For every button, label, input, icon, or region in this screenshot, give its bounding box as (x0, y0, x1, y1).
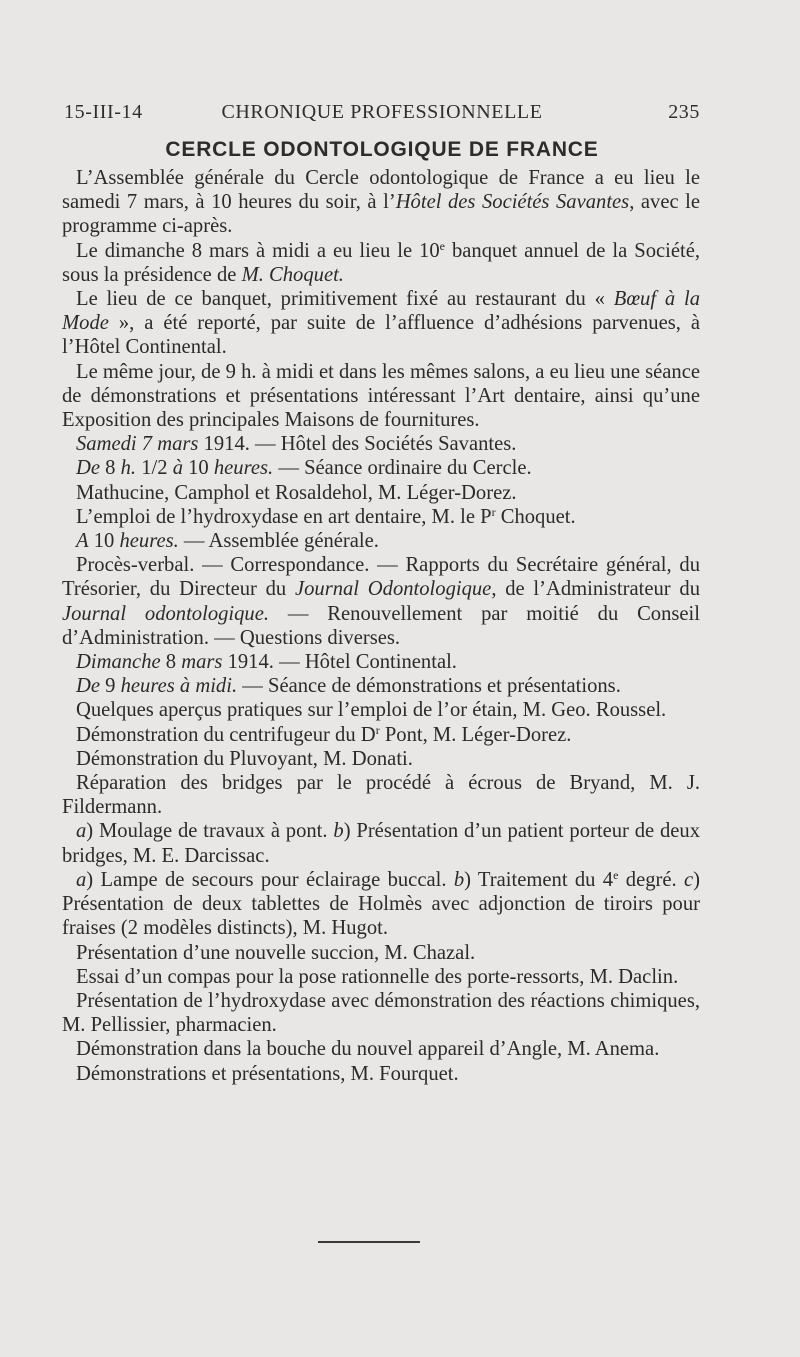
text-run: heures. (213, 457, 274, 480)
paragraph (62, 360, 700, 433)
text-run: heures. (119, 530, 179, 553)
text-run: Démonstration du Pluvoyant, M. Donati. (76, 747, 413, 770)
text-run: — Séance ordinaire du Cercle. (273, 457, 532, 480)
paragraph (62, 989, 700, 1037)
text-run: », a été reporté, par suite de l’affluence d’adhésions parvenues, à l’Hôtel Continental. (62, 312, 700, 359)
text-run: Le dimanche 8 mars à midi a eu lieu le 10 (76, 239, 440, 262)
text-run: 1914. — Hôtel Continental. (222, 651, 457, 674)
paragraph (62, 723, 700, 747)
text-run: Journal odontologique. (62, 602, 270, 625)
paragraph (62, 941, 700, 965)
text-run: — Séance de démonstrations et présentations. (237, 675, 621, 698)
text-run: ) Présentation d’un patient porteur de deux bridges, M. E. Darcissac. (62, 820, 701, 867)
text-run: Pont, M. Léger-Dorez. (379, 723, 572, 746)
paragraph (62, 1062, 700, 1086)
running-head-title: CHRONIQUE PROFESSIONNELLE (221, 101, 543, 123)
text-run: Démonstration dans la bouche du nouvel appareil d’Angle, M. Anema. (76, 1038, 660, 1061)
text-run: 1/2 (136, 457, 173, 480)
paragraph (62, 747, 700, 771)
end-rule (318, 1241, 420, 1243)
text-run: — Renouvellement par moitié du Conseil d’Administration. — Questions diverses. (62, 602, 701, 649)
superscript: e (439, 238, 445, 253)
text-run: De (76, 675, 101, 698)
text-run: Réparation des bridges par le procédé à écrous de Bryand, M. J. Fildermann. (62, 772, 700, 819)
text-run: Présentation d’une nouvelle succion, M. Chazal. (76, 941, 476, 964)
text-run: Essai d’un compas pour la pose rationnelle des porte-ressorts, M. Daclin. (76, 965, 679, 988)
text-run: — Assemblée générale. (178, 530, 379, 553)
text-run: Démonstrations et présentations, M. Fourquet. (76, 1062, 459, 1085)
text-run: Le lieu de ce banquet, primitivement fixé au restaurant du « (76, 288, 614, 311)
article-body (62, 166, 700, 1086)
paragraph (62, 239, 700, 287)
paragraph (62, 432, 700, 456)
paragraph (62, 166, 700, 239)
page-number: 235 (668, 101, 700, 123)
text-run: a (76, 868, 87, 891)
text-run: b (333, 820, 344, 843)
text-run: h. (120, 457, 137, 480)
text-run: 8 (160, 651, 182, 674)
text-run: , de l’Administrateur du (491, 578, 700, 601)
text-run: A (76, 530, 89, 553)
paragraph (62, 771, 700, 819)
text-run: 10 (88, 530, 120, 553)
text-run: ) Traitement du 4 (464, 868, 614, 891)
text-run: Hôtel des Sociétés Savantes (395, 191, 630, 214)
text-run: degré. (618, 868, 684, 891)
text-run: Choquet. (495, 505, 576, 528)
text-run: heures à midi. (120, 675, 238, 698)
text-run: Bœuf à la Mode (62, 288, 700, 335)
text-run: mars (181, 651, 223, 674)
superscript: r (491, 504, 496, 519)
paragraph (62, 819, 700, 867)
text-run: ) Lampe de secours pour éclairage buccal. (86, 868, 454, 891)
paragraph (62, 868, 700, 941)
paragraph (62, 965, 700, 989)
paragraph (62, 553, 700, 650)
superscript: r (375, 722, 380, 737)
running-head (64, 101, 700, 127)
paragraph (62, 650, 700, 674)
text-run: c (684, 868, 694, 891)
text-run: 9 (100, 675, 121, 698)
text-run: banquet annuel de la Société, sous la présidence de (62, 239, 700, 286)
text-run: Dimanche (76, 651, 161, 674)
text-run: a (76, 820, 87, 843)
paragraph (62, 674, 700, 698)
text-run: Procès-verbal. — Correspondance. — Rapports du Secrétaire général, du Trésorier, du Directeur du (62, 554, 700, 601)
paragraph (62, 529, 700, 553)
text-run: ) Moulage de travaux à pont. (86, 820, 334, 843)
paragraph (62, 456, 700, 480)
text-run: Journal Odontologique (294, 578, 492, 601)
text-run: Présentation de l’hydroxydase avec démonstration des réactions chimiques, M. Pellissier, pharmacien. (62, 989, 700, 1037)
text-run: , avec le programme ci-après. (62, 191, 701, 238)
text-run: ) Présentation de deux tablettes de Holmès avec adjonction de tiroirs pour fraises (2 modèles distincts), M. Hugot. (62, 868, 700, 940)
text-run: De (76, 457, 101, 480)
paragraph (62, 481, 700, 505)
text-run: à (172, 457, 183, 480)
text-run: 1914. — Hôtel des Sociétés Savantes. (198, 433, 517, 456)
text-run: L’Assemblée générale du Cercle odontologique de France a eu lieu le samedi 7 mars, à 10 heures du soir, à l’ (62, 167, 700, 214)
paragraph (62, 1037, 700, 1061)
text-run: Démonstration du centrifugeur du D (76, 723, 376, 746)
text-run: Mathucine, Camphol et Rosaldehol, M. Léger-Dorez. (76, 481, 517, 504)
text-run: 10 (182, 457, 214, 480)
section-title: CERCLE ODONTOLOGIQUE DE FRANCE (165, 138, 599, 161)
text-run: Quelques aperçus pratiques sur l’emploi de l’or étain, M. Geo. Roussel. (76, 699, 667, 722)
text-run: Samedi 7 mars (76, 433, 199, 456)
text-run: M. Choquet. (241, 263, 344, 286)
paragraph (62, 505, 700, 529)
text-run: 8 (100, 457, 121, 480)
text-run: Le même jour, de 9 h. à midi et dans les mêmes salons, a eu lieu une séance de démonstrations et présentations intéressant l’Art dentaire, ainsi qu’une Exposition des principales Maisons de fournitures. (62, 360, 700, 432)
superscript: e (613, 867, 619, 882)
text-run: L’emploi de l’hydroxydase en art dentaire, M. le P (76, 505, 492, 528)
paragraph (62, 698, 700, 722)
paragraph (62, 287, 700, 360)
running-head-date: 15-III-14 (64, 101, 143, 123)
text-run: b (453, 868, 465, 891)
